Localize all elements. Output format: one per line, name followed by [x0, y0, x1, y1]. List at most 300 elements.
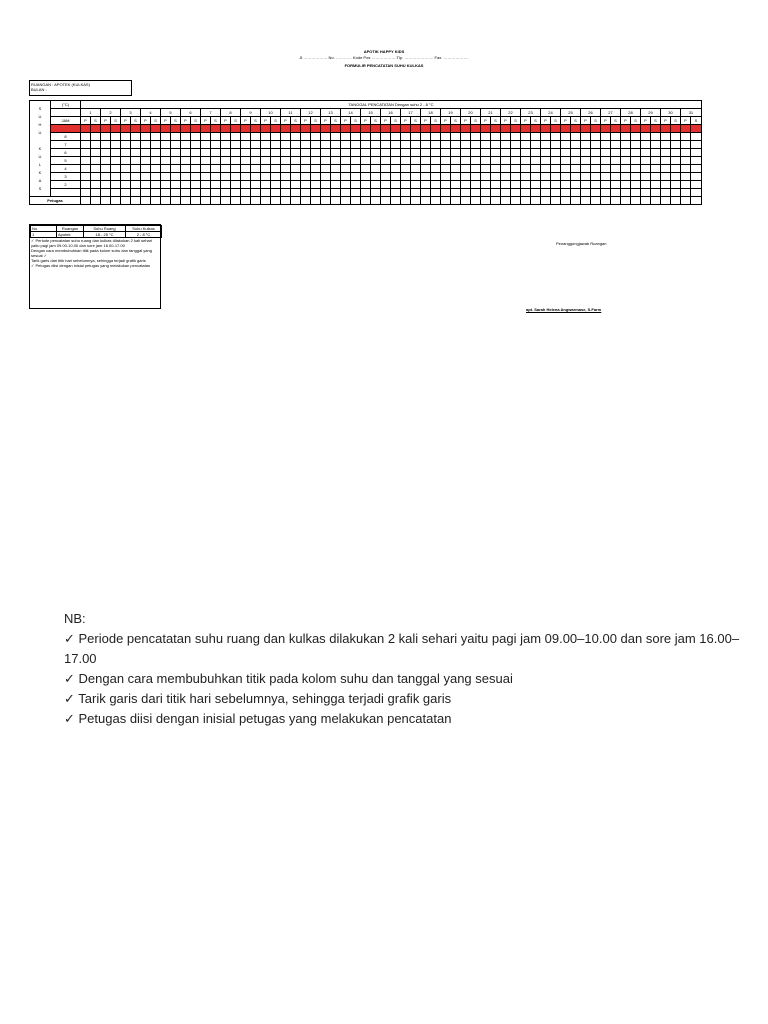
temperature-cell[interactable] [331, 181, 341, 189]
temperature-cell[interactable] [111, 141, 121, 149]
temperature-cell[interactable] [591, 189, 601, 197]
temperature-cell[interactable] [291, 125, 301, 133]
temperature-cell[interactable] [331, 157, 341, 165]
temperature-cell[interactable] [321, 157, 331, 165]
temperature-cell[interactable] [191, 165, 201, 173]
petugas-cell[interactable] [471, 197, 481, 205]
temperature-cell[interactable] [171, 125, 181, 133]
temperature-cell[interactable] [621, 181, 631, 189]
temperature-cell[interactable] [181, 189, 191, 197]
temperature-cell[interactable] [621, 157, 631, 165]
temperature-cell[interactable] [631, 165, 641, 173]
temperature-cell[interactable] [581, 157, 591, 165]
temperature-cell[interactable] [661, 149, 671, 157]
temperature-cell[interactable] [161, 173, 171, 181]
temperature-cell[interactable] [231, 189, 241, 197]
temperature-cell[interactable] [381, 125, 391, 133]
petugas-cell[interactable] [611, 197, 621, 205]
temperature-cell[interactable] [561, 181, 571, 189]
temperature-cell[interactable] [101, 173, 111, 181]
petugas-cell[interactable] [91, 197, 101, 205]
temperature-cell[interactable] [671, 125, 681, 133]
temperature-cell[interactable] [591, 141, 601, 149]
temperature-cell[interactable] [651, 181, 661, 189]
temperature-cell[interactable] [421, 125, 431, 133]
temperature-cell[interactable] [401, 189, 411, 197]
temperature-cell[interactable] [391, 133, 401, 141]
temperature-cell[interactable] [641, 173, 651, 181]
temperature-cell[interactable] [401, 125, 411, 133]
temperature-cell[interactable] [251, 141, 261, 149]
temperature-cell[interactable] [521, 189, 531, 197]
temperature-cell[interactable] [191, 125, 201, 133]
temperature-cell[interactable] [171, 133, 181, 141]
temperature-cell[interactable] [161, 165, 171, 173]
temperature-cell[interactable] [641, 165, 651, 173]
temperature-cell[interactable] [371, 181, 381, 189]
temperature-cell[interactable] [671, 189, 681, 197]
temperature-cell[interactable] [651, 165, 661, 173]
temperature-cell[interactable] [251, 133, 261, 141]
temperature-cell[interactable] [311, 165, 321, 173]
temperature-cell[interactable] [681, 157, 691, 165]
temperature-cell[interactable] [461, 173, 471, 181]
temperature-cell[interactable] [171, 189, 181, 197]
temperature-cell[interactable] [91, 165, 101, 173]
temperature-cell[interactable] [391, 165, 401, 173]
temperature-cell[interactable] [331, 173, 341, 181]
temperature-cell[interactable] [461, 125, 471, 133]
temperature-cell[interactable] [181, 149, 191, 157]
temperature-cell[interactable] [601, 125, 611, 133]
temperature-cell[interactable] [671, 141, 681, 149]
temperature-cell[interactable] [661, 165, 671, 173]
temperature-cell[interactable] [171, 149, 181, 157]
temperature-cell[interactable] [261, 165, 271, 173]
temperature-cell[interactable] [671, 173, 681, 181]
petugas-cell[interactable] [511, 197, 521, 205]
temperature-cell[interactable] [211, 181, 221, 189]
temperature-cell[interactable] [471, 149, 481, 157]
temperature-cell[interactable] [111, 157, 121, 165]
temperature-cell[interactable] [521, 165, 531, 173]
petugas-cell[interactable] [361, 197, 371, 205]
temperature-cell[interactable] [451, 125, 461, 133]
temperature-cell[interactable] [171, 141, 181, 149]
temperature-cell[interactable] [531, 173, 541, 181]
petugas-cell[interactable] [251, 197, 261, 205]
temperature-cell[interactable] [481, 141, 491, 149]
temperature-cell[interactable] [151, 181, 161, 189]
temperature-cell[interactable] [361, 173, 371, 181]
temperature-cell[interactable] [271, 181, 281, 189]
temperature-cell[interactable] [551, 125, 561, 133]
temperature-cell[interactable] [491, 157, 501, 165]
temperature-cell[interactable] [261, 173, 271, 181]
temperature-cell[interactable] [131, 141, 141, 149]
temperature-cell[interactable] [491, 181, 501, 189]
petugas-cell[interactable] [631, 197, 641, 205]
temperature-cell[interactable] [501, 173, 511, 181]
temperature-cell[interactable] [461, 149, 471, 157]
temperature-cell[interactable] [561, 165, 571, 173]
temperature-cell[interactable] [141, 173, 151, 181]
temperature-cell[interactable] [611, 149, 621, 157]
temperature-cell[interactable] [151, 125, 161, 133]
temperature-cell[interactable] [681, 141, 691, 149]
temperature-cell[interactable] [671, 149, 681, 157]
temperature-cell[interactable] [341, 189, 351, 197]
temperature-cell[interactable] [491, 125, 501, 133]
temperature-cell[interactable] [441, 133, 451, 141]
temperature-cell[interactable] [631, 149, 641, 157]
temperature-cell[interactable] [321, 125, 331, 133]
temperature-cell[interactable] [221, 173, 231, 181]
temperature-cell[interactable] [161, 157, 171, 165]
petugas-cell[interactable] [591, 197, 601, 205]
temperature-cell[interactable] [661, 181, 671, 189]
temperature-cell[interactable] [191, 133, 201, 141]
temperature-cell[interactable] [591, 165, 601, 173]
temperature-cell[interactable] [181, 141, 191, 149]
temperature-cell[interactable] [351, 141, 361, 149]
temperature-cell[interactable] [431, 133, 441, 141]
temperature-cell[interactable] [441, 173, 451, 181]
petugas-cell[interactable] [521, 197, 531, 205]
temperature-cell[interactable] [161, 149, 171, 157]
temperature-cell[interactable] [411, 173, 421, 181]
temperature-cell[interactable] [661, 141, 671, 149]
temperature-cell[interactable] [611, 125, 621, 133]
petugas-cell[interactable] [151, 197, 161, 205]
temperature-cell[interactable] [351, 189, 361, 197]
temperature-cell[interactable] [501, 189, 511, 197]
temperature-cell[interactable] [381, 149, 391, 157]
temperature-cell[interactable] [191, 189, 201, 197]
petugas-cell[interactable] [531, 197, 541, 205]
temperature-cell[interactable] [531, 141, 541, 149]
temperature-cell[interactable] [391, 157, 401, 165]
temperature-cell[interactable] [361, 133, 371, 141]
temperature-cell[interactable] [371, 133, 381, 141]
temperature-cell[interactable] [551, 181, 561, 189]
temperature-cell[interactable] [361, 189, 371, 197]
temperature-cell[interactable] [291, 181, 301, 189]
petugas-cell[interactable] [581, 197, 591, 205]
temperature-cell[interactable] [121, 189, 131, 197]
temperature-cell[interactable] [571, 157, 581, 165]
temperature-cell[interactable] [421, 141, 431, 149]
temperature-cell[interactable] [211, 173, 221, 181]
temperature-cell[interactable] [691, 133, 702, 141]
temperature-cell[interactable] [131, 149, 141, 157]
temperature-cell[interactable] [241, 125, 251, 133]
petugas-cell[interactable] [141, 197, 151, 205]
temperature-cell[interactable] [141, 165, 151, 173]
petugas-cell[interactable] [381, 197, 391, 205]
temperature-cell[interactable] [621, 165, 631, 173]
temperature-cell[interactable] [501, 133, 511, 141]
petugas-cell[interactable] [221, 197, 231, 205]
temperature-cell[interactable] [231, 181, 241, 189]
temperature-cell[interactable] [231, 133, 241, 141]
petugas-cell[interactable] [211, 197, 221, 205]
temperature-cell[interactable] [321, 141, 331, 149]
temperature-cell[interactable] [431, 125, 441, 133]
temperature-cell[interactable] [471, 189, 481, 197]
temperature-cell[interactable] [521, 125, 531, 133]
temperature-cell[interactable] [101, 165, 111, 173]
temperature-cell[interactable] [301, 181, 311, 189]
temperature-cell[interactable] [321, 181, 331, 189]
temperature-cell[interactable] [661, 189, 671, 197]
temperature-cell[interactable] [481, 149, 491, 157]
temperature-cell[interactable] [481, 173, 491, 181]
temperature-cell[interactable] [361, 125, 371, 133]
temperature-cell[interactable] [271, 173, 281, 181]
temperature-cell[interactable] [691, 189, 702, 197]
temperature-cell[interactable] [141, 181, 151, 189]
temperature-cell[interactable] [511, 181, 521, 189]
temperature-cell[interactable] [461, 165, 471, 173]
temperature-cell[interactable] [381, 181, 391, 189]
temperature-cell[interactable] [241, 189, 251, 197]
temperature-cell[interactable] [621, 133, 631, 141]
temperature-cell[interactable] [471, 173, 481, 181]
temperature-cell[interactable] [441, 149, 451, 157]
temperature-cell[interactable] [461, 157, 471, 165]
temperature-cell[interactable] [511, 157, 521, 165]
temperature-cell[interactable] [261, 133, 271, 141]
temperature-cell[interactable] [471, 125, 481, 133]
temperature-cell[interactable] [631, 125, 641, 133]
temperature-cell[interactable] [191, 173, 201, 181]
temperature-cell[interactable] [591, 181, 601, 189]
temperature-cell[interactable] [111, 125, 121, 133]
temperature-cell[interactable] [541, 133, 551, 141]
temperature-cell[interactable] [131, 157, 141, 165]
temperature-cell[interactable] [451, 189, 461, 197]
temperature-cell[interactable] [571, 173, 581, 181]
temperature-cell[interactable] [631, 181, 641, 189]
temperature-cell[interactable] [341, 141, 351, 149]
temperature-cell[interactable] [371, 149, 381, 157]
petugas-cell[interactable] [261, 197, 271, 205]
temperature-cell[interactable] [181, 157, 191, 165]
petugas-cell[interactable] [351, 197, 361, 205]
temperature-cell[interactable] [171, 157, 181, 165]
temperature-cell[interactable] [231, 149, 241, 157]
temperature-cell[interactable] [121, 165, 131, 173]
temperature-cell[interactable] [681, 165, 691, 173]
temperature-cell[interactable] [381, 157, 391, 165]
temperature-cell[interactable] [231, 165, 241, 173]
petugas-cell[interactable] [691, 197, 702, 205]
temperature-cell[interactable] [651, 133, 661, 141]
temperature-cell[interactable] [641, 149, 651, 157]
temperature-cell[interactable] [181, 165, 191, 173]
temperature-cell[interactable] [621, 149, 631, 157]
petugas-cell[interactable] [301, 197, 311, 205]
temperature-cell[interactable] [371, 189, 381, 197]
temperature-cell[interactable] [401, 165, 411, 173]
temperature-cell[interactable] [111, 165, 121, 173]
temperature-cell[interactable] [151, 165, 161, 173]
temperature-cell[interactable] [321, 149, 331, 157]
petugas-cell[interactable] [601, 197, 611, 205]
temperature-cell[interactable] [641, 125, 651, 133]
temperature-cell[interactable] [501, 125, 511, 133]
temperature-cell[interactable] [601, 157, 611, 165]
temperature-cell[interactable] [331, 141, 341, 149]
temperature-cell[interactable] [391, 189, 401, 197]
temperature-cell[interactable] [691, 165, 702, 173]
temperature-cell[interactable] [471, 133, 481, 141]
temperature-cell[interactable] [671, 181, 681, 189]
temperature-cell[interactable] [431, 149, 441, 157]
temperature-cell[interactable] [511, 165, 521, 173]
temperature-cell[interactable] [401, 149, 411, 157]
temperature-cell[interactable] [461, 189, 471, 197]
temperature-cell[interactable] [401, 133, 411, 141]
temperature-cell[interactable] [211, 125, 221, 133]
temperature-cell[interactable] [181, 181, 191, 189]
temperature-cell[interactable] [441, 157, 451, 165]
temperature-cell[interactable] [641, 189, 651, 197]
temperature-cell[interactable] [681, 173, 691, 181]
temperature-cell[interactable] [191, 141, 201, 149]
temperature-cell[interactable] [321, 165, 331, 173]
temperature-cell[interactable] [101, 125, 111, 133]
temperature-cell[interactable] [251, 165, 261, 173]
petugas-cell[interactable] [171, 197, 181, 205]
temperature-cell[interactable] [151, 141, 161, 149]
temperature-cell[interactable] [371, 141, 381, 149]
temperature-cell[interactable] [361, 165, 371, 173]
temperature-cell[interactable] [511, 173, 521, 181]
temperature-cell[interactable] [131, 189, 141, 197]
petugas-cell[interactable] [241, 197, 251, 205]
temperature-cell[interactable] [81, 173, 91, 181]
temperature-cell[interactable] [111, 149, 121, 157]
petugas-cell[interactable] [331, 197, 341, 205]
petugas-cell[interactable] [451, 197, 461, 205]
temperature-cell[interactable] [121, 173, 131, 181]
petugas-cell[interactable] [321, 197, 331, 205]
temperature-cell[interactable] [401, 141, 411, 149]
temperature-cell[interactable] [251, 189, 261, 197]
temperature-cell[interactable] [371, 125, 381, 133]
temperature-cell[interactable] [541, 165, 551, 173]
temperature-cell[interactable] [511, 133, 521, 141]
temperature-cell[interactable] [271, 141, 281, 149]
temperature-cell[interactable] [271, 149, 281, 157]
temperature-cell[interactable] [311, 133, 321, 141]
temperature-cell[interactable] [281, 181, 291, 189]
temperature-cell[interactable] [611, 165, 621, 173]
temperature-cell[interactable] [411, 189, 421, 197]
temperature-cell[interactable] [381, 141, 391, 149]
temperature-cell[interactable] [351, 125, 361, 133]
temperature-cell[interactable] [491, 173, 501, 181]
temperature-cell[interactable] [521, 133, 531, 141]
temperature-cell[interactable] [571, 141, 581, 149]
temperature-cell[interactable] [201, 149, 211, 157]
temperature-cell[interactable] [611, 133, 621, 141]
temperature-cell[interactable] [441, 181, 451, 189]
temperature-cell[interactable] [201, 125, 211, 133]
temperature-cell[interactable] [691, 125, 702, 133]
temperature-cell[interactable] [591, 149, 601, 157]
temperature-cell[interactable] [411, 141, 421, 149]
temperature-cell[interactable] [541, 173, 551, 181]
temperature-cell[interactable] [631, 157, 641, 165]
temperature-cell[interactable] [201, 173, 211, 181]
temperature-cell[interactable] [471, 141, 481, 149]
temperature-cell[interactable] [541, 157, 551, 165]
temperature-cell[interactable] [251, 173, 261, 181]
temperature-cell[interactable] [581, 133, 591, 141]
temperature-cell[interactable] [371, 165, 381, 173]
temperature-cell[interactable] [351, 173, 361, 181]
temperature-cell[interactable] [431, 141, 441, 149]
temperature-cell[interactable] [191, 157, 201, 165]
temperature-cell[interactable] [661, 157, 671, 165]
temperature-cell[interactable] [591, 133, 601, 141]
temperature-cell[interactable] [81, 181, 91, 189]
temperature-cell[interactable] [211, 133, 221, 141]
temperature-cell[interactable] [691, 141, 702, 149]
temperature-cell[interactable] [521, 157, 531, 165]
temperature-cell[interactable] [621, 125, 631, 133]
temperature-cell[interactable] [491, 141, 501, 149]
temperature-cell[interactable] [181, 125, 191, 133]
temperature-cell[interactable] [281, 165, 291, 173]
temperature-cell[interactable] [691, 149, 702, 157]
temperature-cell[interactable] [481, 181, 491, 189]
temperature-cell[interactable] [161, 181, 171, 189]
temperature-cell[interactable] [141, 141, 151, 149]
temperature-cell[interactable] [221, 149, 231, 157]
temperature-cell[interactable] [601, 189, 611, 197]
temperature-cell[interactable] [581, 181, 591, 189]
petugas-cell[interactable] [651, 197, 661, 205]
petugas-cell[interactable] [671, 197, 681, 205]
temperature-cell[interactable] [101, 141, 111, 149]
temperature-cell[interactable] [291, 189, 301, 197]
temperature-cell[interactable] [141, 157, 151, 165]
temperature-cell[interactable] [541, 125, 551, 133]
temperature-cell[interactable] [391, 181, 401, 189]
temperature-cell[interactable] [441, 125, 451, 133]
temperature-cell[interactable] [161, 125, 171, 133]
temperature-cell[interactable] [101, 157, 111, 165]
temperature-cell[interactable] [281, 149, 291, 157]
temperature-cell[interactable] [331, 149, 341, 157]
temperature-cell[interactable] [201, 141, 211, 149]
temperature-cell[interactable] [381, 133, 391, 141]
temperature-cell[interactable] [561, 189, 571, 197]
petugas-cell[interactable] [131, 197, 141, 205]
temperature-cell[interactable] [531, 157, 541, 165]
temperature-cell[interactable] [501, 141, 511, 149]
temperature-cell[interactable] [101, 149, 111, 157]
temperature-cell[interactable] [151, 189, 161, 197]
temperature-cell[interactable] [341, 181, 351, 189]
temperature-cell[interactable] [371, 173, 381, 181]
temperature-cell[interactable] [121, 125, 131, 133]
temperature-cell[interactable] [511, 141, 521, 149]
